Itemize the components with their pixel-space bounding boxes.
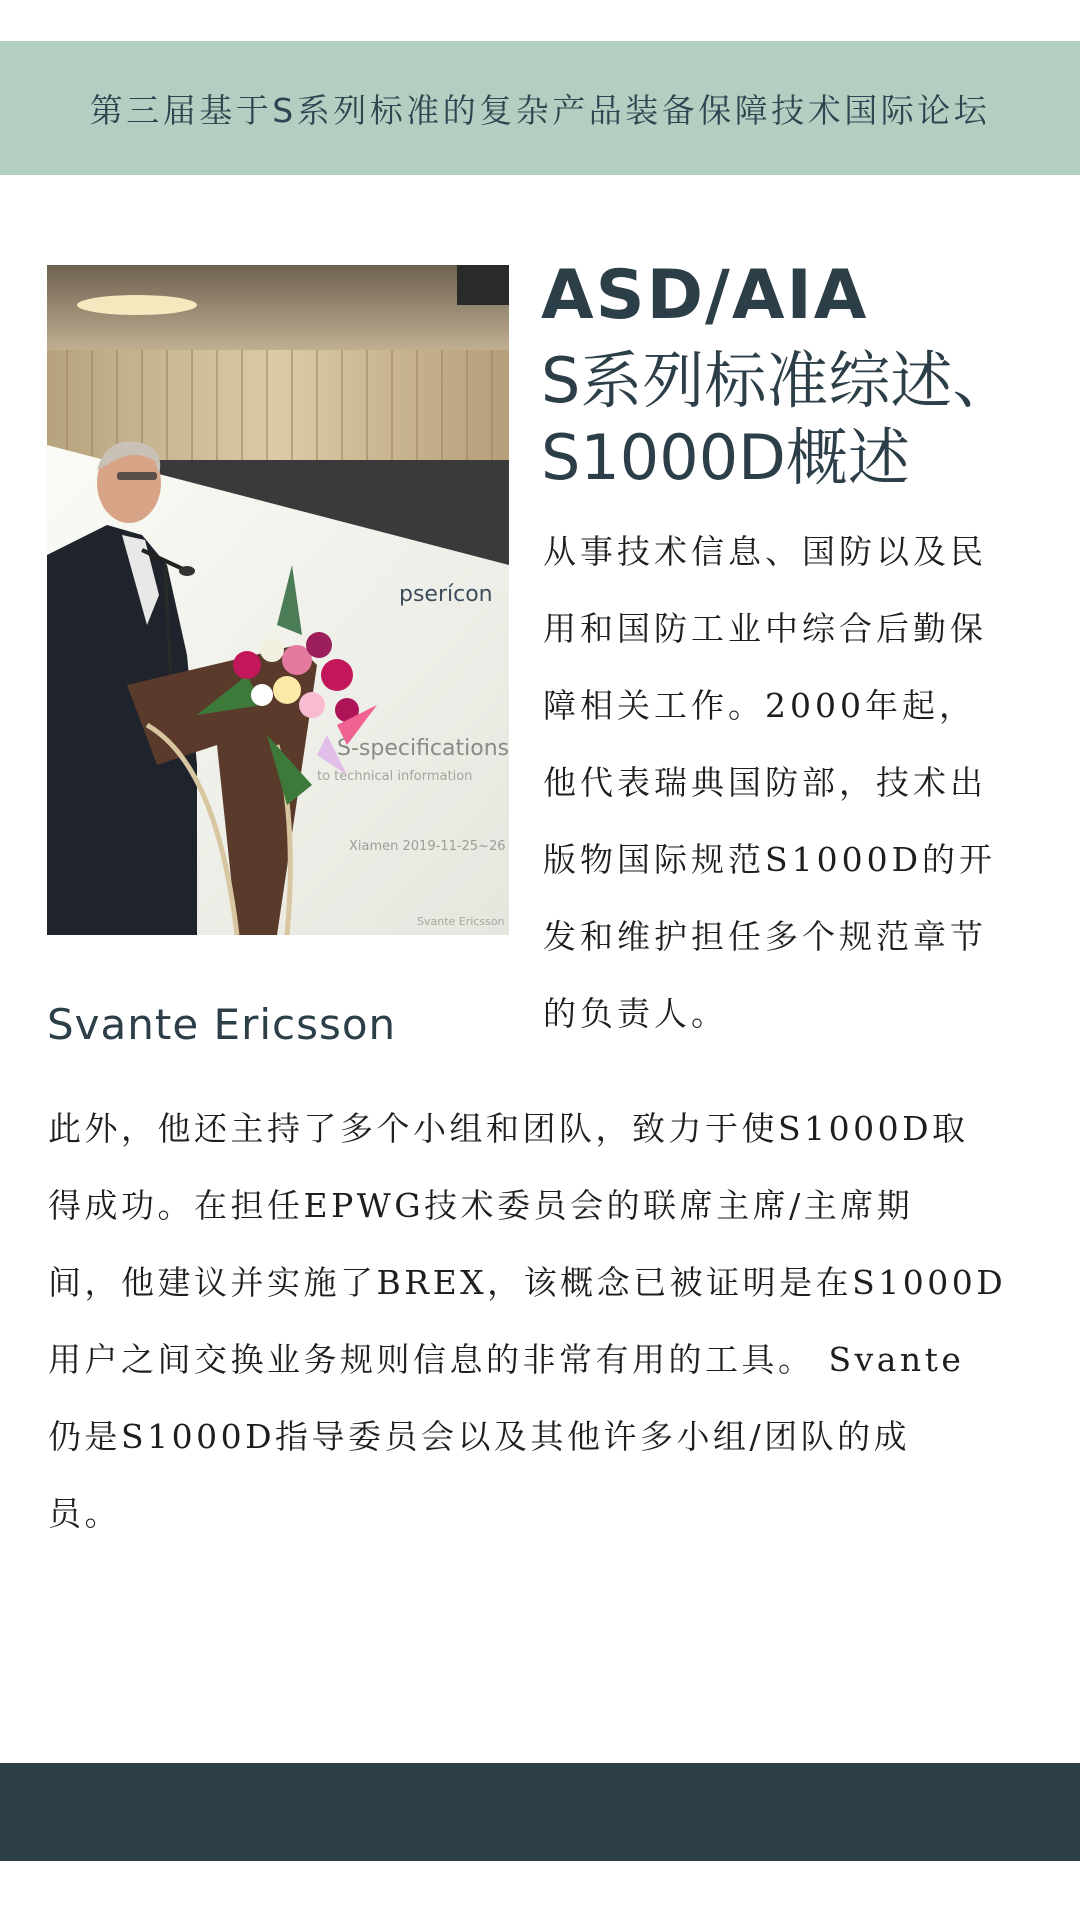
- topic-title-line-2: S1000D概述: [541, 421, 910, 494]
- topic-tag: ASD/AIA: [541, 256, 869, 335]
- bio-intro-line: 版物国际规范S1000D的开: [543, 840, 997, 879]
- bio-details-line: 此外，他还主持了多个小组和团队，致力于使S1000D取: [48, 1109, 969, 1148]
- bio-intro-line: 的负责人。: [543, 994, 728, 1033]
- bio-details-line: 得成功。在担任EPWG技术委员会的联席主席/主席期: [48, 1186, 914, 1225]
- bio-details: [48, 1090, 1038, 1552]
- bio-intro-line: 障相关工作。2000年起，: [543, 686, 976, 725]
- bio-details-line: 员。: [48, 1494, 121, 1533]
- bio-intro-line: 发和维护担任多个规范章节: [543, 917, 987, 956]
- bio-intro: [543, 513, 1043, 1052]
- bio-intro-line: 他代表瑞典国防部，技术出: [543, 763, 987, 802]
- header-banner: [0, 41, 1080, 175]
- speaker-name: Svante Ericsson: [47, 1000, 397, 1049]
- bio-details-line: 用户之间交换业务规则信息的非常有用的工具。 Svante: [48, 1340, 965, 1379]
- bio-intro-line: 用和国防工业中综合后勤保: [543, 609, 987, 648]
- forum-title: 第三届基于S系列标准的复杂产品装备保障技术国际论坛: [89, 90, 991, 130]
- speaker-photo-illustration: [47, 265, 509, 935]
- bio-details-line: 间，他建议并实施了BREX，该概念已被证明是在S1000D: [48, 1263, 1007, 1302]
- bio-details-line: 仍是S1000D指导委员会以及其他许多小组/团队的成: [48, 1417, 911, 1456]
- footer-bar: [0, 1763, 1080, 1861]
- screen-logo: pserícon: [399, 582, 493, 607]
- bio-intro-line: 从事技术信息、国防以及民: [543, 532, 987, 571]
- screen-speaker: Svante Ericsson: [417, 915, 505, 928]
- topic-title-line-1: S系列标准综述、: [541, 344, 1015, 417]
- speaker-photo: [47, 265, 509, 935]
- screen-subtext: to technical information: [317, 769, 473, 784]
- screen-text: S-specifications: [337, 736, 509, 761]
- screen-date: Xiamen 2019-11-25~26: [349, 839, 506, 854]
